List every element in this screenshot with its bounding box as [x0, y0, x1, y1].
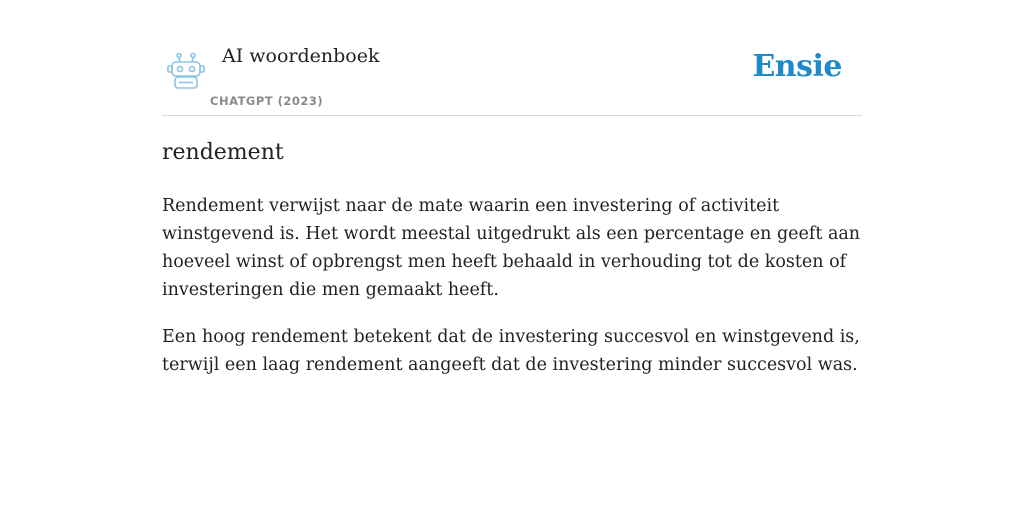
entry-body [162, 192, 862, 398]
entry-paragraph: Een hoog rendement betekent dat de investering succesvol en winstgevend is, terwijl een laag rendement aangeeft dat de investering minder succesvol was. [162, 327, 860, 375]
source-meta: CHATGPT (2023) [210, 94, 324, 108]
entry-paragraph: Rendement verwijst naar de mate waarin een investering of activiteit winstgevend is. Het wordt meestal uitgedrukt als een percentage en geeft aan hoeveel winst of opbrengst men heeft behaald in verhouding tot de kosten of investeringen die men gemaakt heeft. [162, 196, 861, 300]
entry-term: rendement [162, 140, 284, 165]
brand-logo[interactable]: Ensie [752, 49, 842, 84]
source-title[interactable]: AI woordenboek [222, 45, 380, 67]
entry-header [162, 0, 862, 116]
robot-icon [166, 52, 206, 90]
